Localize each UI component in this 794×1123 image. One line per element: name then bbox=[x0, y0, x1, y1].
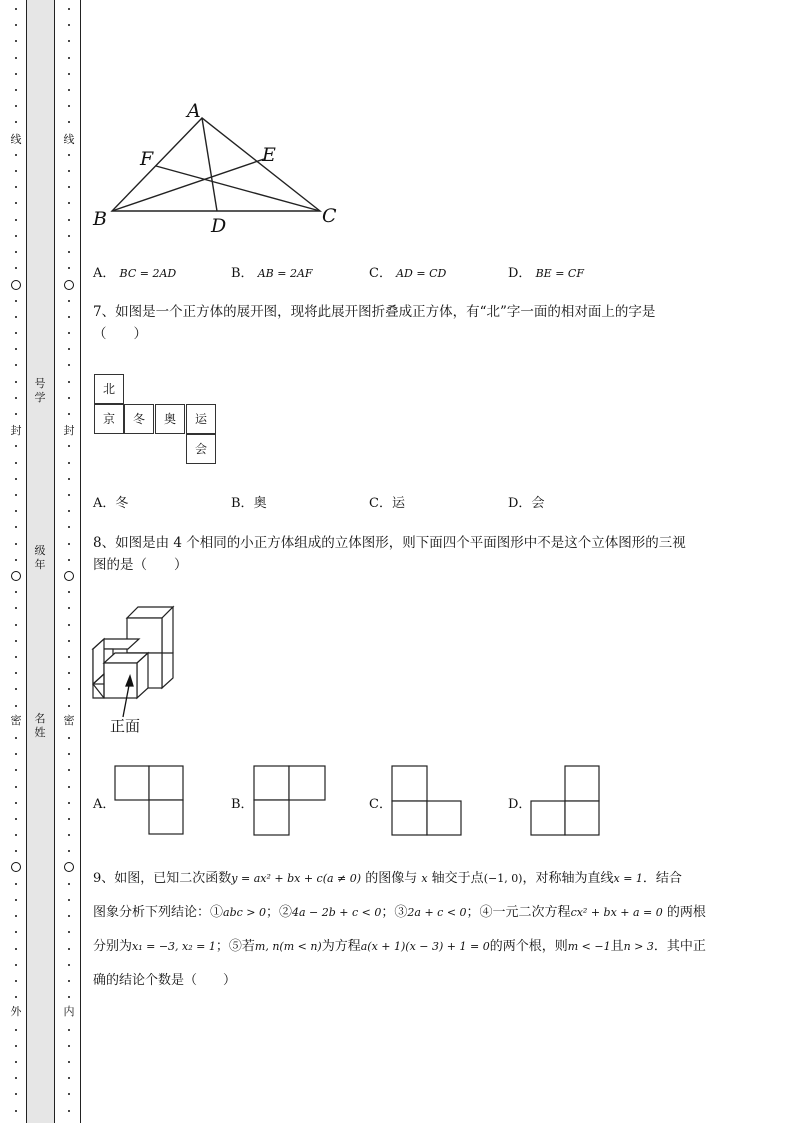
margin-dot bbox=[68, 672, 70, 674]
margin-dot bbox=[68, 478, 70, 480]
margin-mark-xian-left: 线 bbox=[10, 133, 22, 146]
margin-dot bbox=[68, 607, 70, 609]
margin-circle bbox=[64, 571, 74, 581]
margin-dot bbox=[15, 640, 17, 642]
q9-line4: 确的结论个数是（ ） bbox=[93, 973, 237, 988]
margin-dot bbox=[15, 105, 17, 107]
q9-formula: a(x + 1)(x − 3) + 1 = 0 bbox=[360, 940, 490, 953]
margin-dot bbox=[68, 948, 70, 950]
margin-dot bbox=[68, 753, 70, 755]
margin-dot bbox=[68, 73, 70, 75]
q9-formula: 2a + c < 0 bbox=[407, 906, 467, 919]
net-cell: 奥 bbox=[155, 404, 185, 434]
q9-text: 且 bbox=[610, 939, 624, 954]
margin-dot bbox=[68, 705, 70, 707]
label-student-id-char2: 学 bbox=[34, 391, 46, 404]
q9-text: 的图像与 bbox=[361, 871, 422, 886]
label-grade bbox=[33, 544, 47, 572]
margin-dot bbox=[68, 1061, 70, 1063]
margin-dot bbox=[68, 543, 70, 545]
q9-formula: x bbox=[421, 872, 428, 885]
q9-text: 的两根 bbox=[662, 905, 706, 920]
margin-dot bbox=[68, 251, 70, 253]
q9-formula: m, n(m < n) bbox=[254, 940, 322, 953]
margin-dot bbox=[15, 40, 17, 42]
margin-dot bbox=[15, 300, 17, 302]
margin-dot bbox=[68, 89, 70, 91]
q6-option-a[interactable] bbox=[93, 262, 176, 281]
margin-dot bbox=[68, 1110, 70, 1112]
margin-mark-mi-right: 密 bbox=[63, 714, 75, 727]
margin-dot bbox=[68, 364, 70, 366]
margin-dot bbox=[68, 980, 70, 982]
q9-line3 bbox=[93, 936, 753, 970]
label-e: E bbox=[262, 144, 276, 166]
margin-dot bbox=[68, 1077, 70, 1079]
q6-option-d[interactable] bbox=[508, 262, 584, 281]
q7-option-b[interactable] bbox=[231, 492, 267, 511]
q8-option-b-letter: B． bbox=[231, 797, 254, 812]
margin-dot bbox=[68, 494, 70, 496]
q6-option-b[interactable] bbox=[231, 262, 313, 281]
margin-dot bbox=[15, 688, 17, 690]
q7-option-d-letter: D． bbox=[508, 496, 532, 511]
margin-dot bbox=[68, 964, 70, 966]
q9-line1 bbox=[93, 868, 753, 902]
margin-mark-xian-right: 线 bbox=[63, 133, 75, 146]
q7-stem-line1: 7、如图是一个正方体的展开图，现将此展开图折叠成正方体，有“北”字一面的相对面上的字是 bbox=[93, 304, 656, 320]
margin-dot bbox=[15, 883, 17, 885]
margin-dot bbox=[68, 1029, 70, 1031]
margin-dot bbox=[15, 915, 17, 917]
margin-dot bbox=[15, 397, 17, 399]
cube-face bbox=[127, 618, 162, 653]
margin-dot bbox=[15, 478, 17, 480]
margin-dot bbox=[15, 57, 17, 59]
margin-dot bbox=[15, 948, 17, 950]
q9-text: 图象分析下列结论：① bbox=[93, 905, 224, 920]
q9-formula: abc > 0 bbox=[223, 906, 266, 919]
q7-option-a[interactable] bbox=[93, 492, 128, 511]
q9-text: 为方程 bbox=[321, 939, 361, 954]
margin-dot bbox=[15, 413, 17, 415]
margin-dot bbox=[68, 445, 70, 447]
margin-dot bbox=[15, 980, 17, 982]
margin-dot bbox=[68, 834, 70, 836]
label-grade-char2: 年 bbox=[34, 558, 46, 571]
margin-circle bbox=[11, 862, 21, 872]
margin-dot bbox=[68, 154, 70, 156]
margin-dot bbox=[68, 915, 70, 917]
margin-dot bbox=[15, 186, 17, 188]
cube-face bbox=[162, 653, 173, 688]
margin-dot bbox=[68, 186, 70, 188]
margin-dot bbox=[15, 850, 17, 852]
margin-dot bbox=[15, 802, 17, 804]
margin-dot bbox=[15, 559, 17, 561]
margin-dot bbox=[15, 121, 17, 123]
q7-option-c-text: 运 bbox=[391, 496, 405, 511]
margin-dot bbox=[15, 1061, 17, 1063]
margin-dot bbox=[68, 737, 70, 739]
q6-option-c[interactable] bbox=[369, 262, 446, 281]
q9-text: ，对称轴为直线 bbox=[522, 871, 614, 886]
q9-formula: 4a − 2b + c < 0 bbox=[292, 906, 382, 919]
q6-option-a-text: BC = 2AD bbox=[119, 267, 177, 280]
q8-option-c-letter: C． bbox=[369, 797, 392, 812]
margin-dot bbox=[15, 510, 17, 512]
q9-text: ．其中正 bbox=[653, 939, 706, 954]
margin-dot bbox=[68, 656, 70, 658]
q8-option-b-shape bbox=[253, 765, 327, 837]
segment-cf bbox=[156, 166, 320, 211]
margin-dot bbox=[68, 219, 70, 221]
cube-face bbox=[104, 663, 137, 698]
margin-dot bbox=[15, 462, 17, 464]
margin-mark-mi-left: 密 bbox=[10, 714, 22, 727]
margin-dot bbox=[15, 235, 17, 237]
margin-dot bbox=[15, 219, 17, 221]
margin-dot bbox=[15, 170, 17, 172]
q8-stem-line1: 8、如图是由 4 个相同的小正方体组成的立体图形，则下面四个平面图形中不是这个立体图形的三视 bbox=[93, 535, 686, 551]
q9-text: ；③ bbox=[381, 905, 408, 920]
margin-dot bbox=[15, 1110, 17, 1112]
margin-dot bbox=[68, 348, 70, 350]
q7-option-a-text: 冬 bbox=[115, 496, 129, 511]
margin-dot bbox=[15, 753, 17, 755]
label-student-id-char1: 号 bbox=[34, 377, 46, 390]
margin-dot bbox=[15, 591, 17, 593]
q6-option-b-text: AB = 2AF bbox=[257, 267, 313, 280]
margin-dot bbox=[15, 607, 17, 609]
q9-text: ；④一元二次方程 bbox=[466, 905, 571, 920]
margin-dot bbox=[68, 996, 70, 998]
net-cell: 京 bbox=[94, 404, 124, 434]
front-label: 正面 bbox=[110, 717, 141, 735]
margin-dot bbox=[15, 73, 17, 75]
q7-option-c-letter: C． bbox=[369, 496, 392, 511]
q7-option-b-text: 奥 bbox=[253, 496, 267, 511]
margin-mark-nei: 内 bbox=[63, 1005, 75, 1018]
margin-mark-feng-right: 封 bbox=[63, 424, 75, 437]
q7-option-b-letter: B． bbox=[231, 496, 254, 511]
q8-stem-line2: 图的是（ ） bbox=[93, 557, 188, 573]
q8-option-c[interactable] bbox=[369, 793, 392, 812]
label-name-char1: 名 bbox=[34, 712, 46, 725]
margin-dot bbox=[15, 656, 17, 658]
margin-dot bbox=[15, 818, 17, 820]
q8-option-a[interactable] bbox=[93, 793, 115, 812]
margin-dot bbox=[15, 624, 17, 626]
margin-dot bbox=[15, 899, 17, 901]
margin-dot bbox=[15, 1029, 17, 1031]
label-name-char2: 姓 bbox=[34, 726, 46, 739]
margin-dot bbox=[15, 931, 17, 933]
margin-dot bbox=[68, 1045, 70, 1047]
margin-line-2 bbox=[54, 0, 55, 1123]
q8-option-c-shape bbox=[391, 765, 463, 837]
q9-text: ；② bbox=[265, 905, 292, 920]
margin-dot bbox=[15, 786, 17, 788]
q6-option-d-text: BE = CF bbox=[535, 267, 584, 280]
q8-option-d[interactable] bbox=[508, 793, 531, 812]
q8-stem bbox=[93, 532, 753, 576]
q9-formula: (−1, 0) bbox=[483, 872, 523, 885]
q9-text: ．结合 bbox=[642, 871, 682, 886]
q9-text: 轴交于点 bbox=[427, 871, 484, 886]
margin-dot bbox=[68, 267, 70, 269]
margin-dot bbox=[15, 202, 17, 204]
triangle-figure bbox=[88, 95, 358, 240]
margin-mark-feng-left: 封 bbox=[10, 424, 22, 437]
margin-dot bbox=[68, 883, 70, 885]
cube-edge bbox=[93, 684, 104, 698]
margin-dot bbox=[68, 559, 70, 561]
q7-option-c[interactable] bbox=[369, 492, 405, 511]
margin-dot bbox=[15, 1045, 17, 1047]
q9-text: 的两个根，则 bbox=[489, 939, 568, 954]
margin-dot bbox=[68, 462, 70, 464]
margin-dot bbox=[15, 672, 17, 674]
margin-dot bbox=[15, 769, 17, 771]
margin-line-1 bbox=[26, 0, 27, 1123]
q6-option-c-text: AD = CD bbox=[396, 267, 447, 280]
q7-stem bbox=[93, 301, 753, 345]
margin-dot bbox=[15, 996, 17, 998]
q6-option-d-letter: D． bbox=[508, 266, 532, 281]
margin-dot bbox=[68, 510, 70, 512]
net-cell-bottom: 会 bbox=[186, 434, 216, 464]
margin-dot bbox=[15, 1093, 17, 1095]
margin-dot bbox=[68, 397, 70, 399]
q9-formula: x₁ = −3, x₂ = 1 bbox=[132, 940, 216, 953]
margin-dot bbox=[15, 251, 17, 253]
margin-dot bbox=[15, 737, 17, 739]
q9-line2 bbox=[93, 902, 753, 936]
margin-dot bbox=[68, 786, 70, 788]
net-cell-top: 北 bbox=[94, 374, 124, 404]
margin-dot bbox=[15, 89, 17, 91]
q8-option-d-shape bbox=[530, 765, 602, 837]
q8-option-d-letter: D． bbox=[508, 797, 532, 812]
margin-dot bbox=[68, 202, 70, 204]
q8-option-a-letter: A． bbox=[93, 797, 116, 812]
margin-dot bbox=[15, 332, 17, 334]
cube-stack-figure bbox=[90, 600, 190, 740]
label-b: B bbox=[93, 208, 107, 230]
margin-dot bbox=[15, 1077, 17, 1079]
margin-dot bbox=[15, 381, 17, 383]
margin-dot bbox=[68, 624, 70, 626]
margin-dot bbox=[15, 316, 17, 318]
margin-mark-wai: 外 bbox=[10, 1005, 22, 1018]
margin-dot bbox=[68, 300, 70, 302]
q9-formula: m < −1 bbox=[567, 940, 611, 953]
q6-option-a-letter: A． bbox=[93, 266, 116, 281]
net-cell: 运 bbox=[186, 404, 216, 434]
margin-circle bbox=[11, 280, 21, 290]
margin-dot bbox=[68, 769, 70, 771]
margin-dot bbox=[68, 640, 70, 642]
q9-text: 9、如图，已知二次函数 bbox=[93, 871, 232, 886]
segment-be bbox=[112, 159, 264, 211]
q7-option-d-text: 会 bbox=[531, 496, 545, 511]
margin-circle bbox=[64, 280, 74, 290]
margin-dot bbox=[68, 170, 70, 172]
margin-circle bbox=[64, 862, 74, 872]
label-d: D bbox=[211, 215, 227, 237]
q9-stem bbox=[93, 868, 753, 1004]
margin-dot bbox=[15, 964, 17, 966]
margin-dot bbox=[68, 8, 70, 10]
q9-formula: y = ax² + bx + c(a ≠ 0) bbox=[231, 872, 362, 885]
label-f: F bbox=[140, 148, 154, 170]
q6-option-b-letter: B． bbox=[231, 266, 254, 281]
margin-dot bbox=[15, 364, 17, 366]
margin-dot bbox=[68, 57, 70, 59]
margin-dot bbox=[15, 526, 17, 528]
label-c: C bbox=[322, 205, 337, 227]
margin-dot bbox=[15, 834, 17, 836]
margin-dot bbox=[68, 1093, 70, 1095]
margin-dot bbox=[68, 526, 70, 528]
q7-option-a-letter: A． bbox=[93, 496, 116, 511]
net-cell: 冬 bbox=[124, 404, 154, 434]
margin-dot bbox=[15, 8, 17, 10]
q9-text: ；⑤若 bbox=[215, 939, 255, 954]
label-student-id bbox=[33, 377, 47, 405]
label-name bbox=[33, 712, 47, 740]
q7-stem-line2: （ ） bbox=[93, 326, 147, 342]
margin-dot bbox=[15, 154, 17, 156]
margin-dot bbox=[15, 445, 17, 447]
label-a: A bbox=[187, 100, 201, 122]
margin-dot bbox=[15, 24, 17, 26]
margin-dot bbox=[15, 494, 17, 496]
margin-dot bbox=[68, 688, 70, 690]
margin-dot bbox=[68, 332, 70, 334]
margin-dot bbox=[68, 24, 70, 26]
margin-dot bbox=[68, 40, 70, 42]
margin-dot bbox=[68, 899, 70, 901]
margin-dot bbox=[15, 348, 17, 350]
margin-dot bbox=[68, 931, 70, 933]
label-grade-char1: 级 bbox=[34, 544, 46, 557]
margin-dot bbox=[68, 591, 70, 593]
margin-dot bbox=[68, 316, 70, 318]
margin-dot bbox=[15, 705, 17, 707]
margin-dot bbox=[68, 413, 70, 415]
margin-dot bbox=[68, 105, 70, 107]
q9-formula: n > 3 bbox=[623, 940, 654, 953]
margin-line-3 bbox=[80, 0, 81, 1123]
q9-formula: cx² + bx + a = 0 bbox=[570, 906, 663, 919]
margin-dot bbox=[15, 543, 17, 545]
q8-option-a-shape bbox=[114, 765, 186, 837]
q9-text: 分别为 bbox=[93, 939, 133, 954]
segment-ad bbox=[202, 118, 217, 211]
margin-dot bbox=[68, 121, 70, 123]
margin-dot bbox=[68, 850, 70, 852]
q9-formula: x = 1 bbox=[613, 872, 643, 885]
margin-dot bbox=[68, 818, 70, 820]
margin-circle bbox=[11, 571, 21, 581]
margin-dot bbox=[68, 235, 70, 237]
q8-option-b[interactable] bbox=[231, 793, 254, 812]
margin-dot bbox=[68, 381, 70, 383]
margin-dot bbox=[68, 802, 70, 804]
q7-option-d[interactable] bbox=[508, 492, 544, 511]
margin-dot bbox=[15, 267, 17, 269]
q6-option-c-letter: C． bbox=[369, 266, 392, 281]
